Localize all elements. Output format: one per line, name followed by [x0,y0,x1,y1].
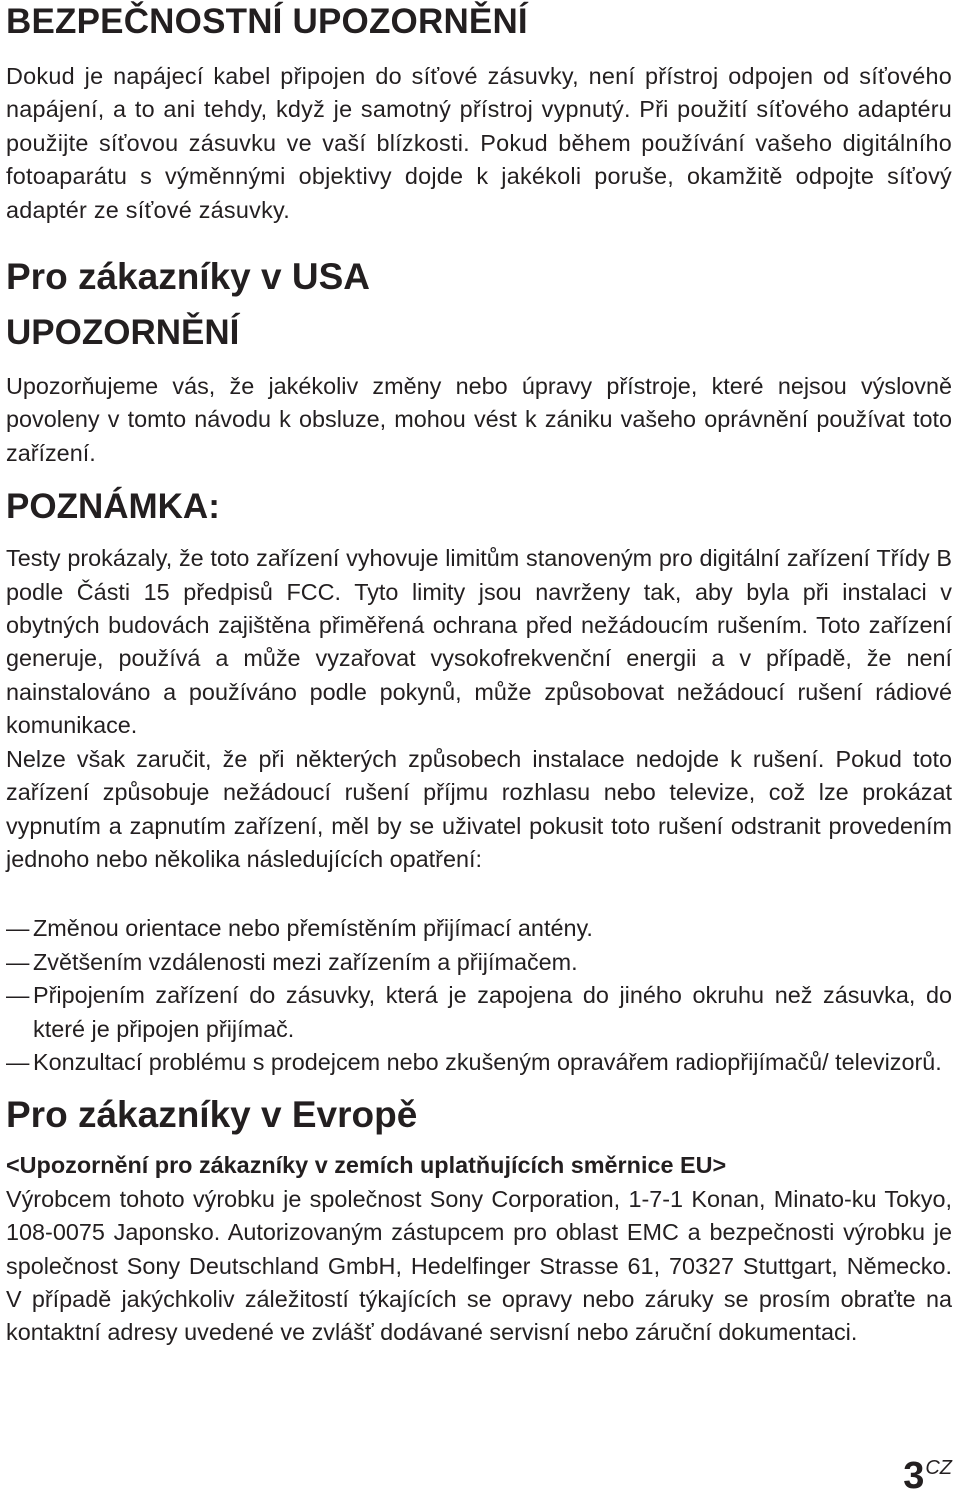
page-number-value: 3 [903,1455,925,1497]
list-item [6,946,952,979]
europe-subtitle: <Upozornění pro zákazníky v zemích uplatňujících směrnice EU> [6,1152,727,1179]
language-code: CZ [925,1457,952,1479]
measure-text: Připojením zařízení do zásuvky, která je zapojena do jiného okruhu než zásuvka, do které je připojen přijímač. [33,982,952,1042]
list-item [6,979,952,1046]
europe-text: Výrobcem tohoto výrobku je společnost Sony Corporation, 1-7-1 Konan, Minato-ku Tokyo, 108-0075 Japonsko. Autorizovaným zástupcem pro oblast EMC a bezpečnosti výrobku je společnost Sony Deutschland GmbH, Hedelfinger Strasse 61, 70327 Stuttgart, Německo. V případě jakýchkoliv záležitostí týkajících se opravy nebo záruky se prosím obraťte na kontaktní adresy uvedené ve zvlášť dodávané servisní nebo záruční dokumentaci. [6,1185,952,1346]
usa-section-title: Pro zákazníky v USA [6,256,370,298]
usa-note-text-2: Nelze však zaručit, že při některých způsobech instalace nedojde k rušení. Pokud toto zařízení způsobuje nežádoucí rušení příjmu rozhlasu nebo televize, což lze prokázat vypnutím a zapnutím zařízení, měl by se uživatel pokusit toto rušení odstranit provedením jednoho nebo několika následujících opatření: [6,745,952,872]
dash-bullet: — [6,915,30,942]
europe-section-title: Pro zákazníky v Evropě [6,1094,418,1136]
measures-list [6,912,952,1079]
usa-note-title: POZNÁMKA: [6,487,220,527]
usa-warning-title: UPOZORNĚNÍ [6,313,240,353]
dash-bullet: — [6,948,30,975]
usa-note-text-1: Testy prokázaly, že toto zařízení vyhovuje limitům stanoveným pro digitální zařízení Třídy B podle Části 15 předpisů FCC. Tyto limity jsou navrženy tak, aby byla při instalaci v obytných budovách zajištěna přiměřená ochrana před nežádoucím rušením. Toto zařízení generuje, používá a může vyzařovat vysokofrekvenční energii a v případě, že není nainstalováno a používáno podle pokynů, může způsobovat nežádoucí rušení rádiové komunikace. [6,545,952,739]
measure-text: Konzultací problému s prodejcem nebo zkušeným opravářem radiopřijímačů/ televizorů. [33,1048,942,1075]
page-number [903,1446,952,1498]
document-page [6,0,952,1350]
dash-bullet: — [6,982,30,1009]
dash-bullet: — [6,1048,30,1075]
measure-text: Zvětšením vzdálenosti mezi zařízením a přijímačem. [33,948,578,975]
usa-warning-text: Upozorňujeme vás, že jakékoliv změny nebo úpravy přístroje, které nejsou výslovně povoleny v tomto návodu k obsluze, mohou vést k zániku vašeho oprávnění používat toto zařízení. [6,373,952,466]
list-item [6,1046,952,1079]
safety-warning-text: Dokud je napájecí kabel připojen do síťové zásuvky, není přístroj odpojen od síťového napájení, a to ani tehdy, když je samotný přístroj vypnutý. Při použití síťového adaptéru použijte síťovou zásuvku ve vaší blízkosti. Pokud během používání vašeho digitálního fotoaparátu s výměnnými objektivy dojde k jakékoli poruše, okamžitě odpojte síťový adaptér ze síťové zásuvky. [6,63,952,223]
measure-text: Změnou orientace nebo přemístěním přijímací antény. [33,915,593,942]
safety-warning-title: BEZPEČNOSTNÍ UPOZORNĚNÍ [6,2,528,41]
list-item [6,912,952,945]
